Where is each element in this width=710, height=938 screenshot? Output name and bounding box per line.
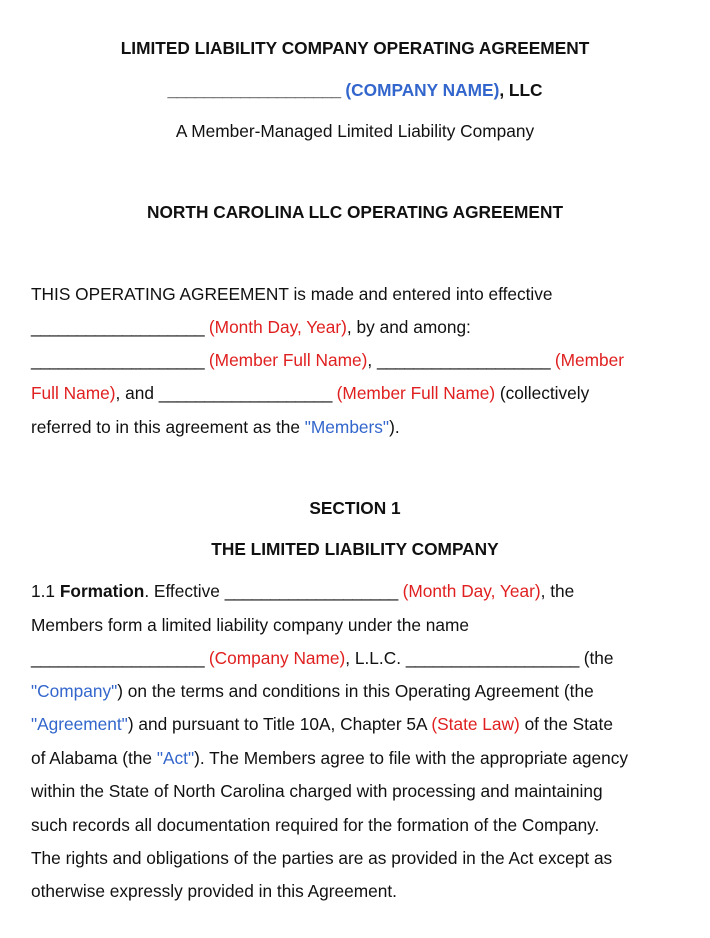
member3-placeholder: (Member Full Name) — [336, 383, 496, 403]
act-term: "Act" — [156, 748, 195, 768]
formation-line-10: otherwise expressly provided in this Agreement. — [31, 881, 397, 901]
formation-line-5 — [31, 713, 691, 735]
member1-blank[interactable]: ___________________ — [31, 350, 205, 370]
formation-line-2: Members form a limited liability company under the name — [31, 615, 469, 635]
intro-line-4 — [31, 382, 691, 404]
intro-line-3 — [31, 349, 691, 371]
formation-line-6 — [31, 747, 691, 769]
formation-line-4 — [31, 680, 691, 702]
clause-text: . Effective — [144, 581, 225, 601]
member2-placeholder-part2: Full Name) — [31, 383, 116, 403]
company-term: "Company" — [31, 681, 118, 701]
company-name-line — [0, 79, 710, 101]
member1-placeholder: (Member Full Name) — [208, 350, 368, 370]
clause-text: ) on the terms and conditions in this Operating Agreement (the — [117, 681, 594, 701]
company-extra-blank[interactable]: ___________________ — [405, 648, 579, 668]
intro-text: , by and among: — [346, 317, 471, 337]
member2-placeholder-part1: (Member — [554, 350, 625, 370]
clause-number: 1.1 — [31, 581, 60, 601]
clause-text: (the — [578, 648, 614, 668]
formation-line-8: such records all documentation required for the formation of the Company. — [31, 815, 600, 835]
intro-text: ). — [389, 417, 400, 437]
member2-blank[interactable]: ___________________ — [376, 350, 551, 370]
company-name-placeholder: (COMPANY NAME) — [345, 80, 500, 100]
separator: , — [367, 350, 377, 370]
state-agreement-title: NORTH CAROLINA LLC OPERATING AGREEMENT — [146, 202, 563, 222]
state-law-placeholder: (State Law) — [431, 714, 520, 734]
formation-line-1 — [31, 580, 691, 602]
company-name-red-placeholder: (Company Name) — [208, 648, 346, 668]
intro-line-5 — [31, 416, 691, 438]
company-blank[interactable]: ___________________ — [167, 80, 341, 100]
formation-line-3 — [31, 647, 691, 669]
clause-text: of Alabama (the — [31, 748, 157, 768]
intro-line-2 — [31, 316, 691, 338]
members-term: "Members" — [304, 417, 390, 437]
member3-blank[interactable]: ___________________ — [158, 383, 332, 403]
date-placeholder: (Month Day, Year) — [208, 317, 347, 337]
formation-date-blank[interactable]: ___________________ — [224, 581, 398, 601]
formation-line-7: within the State of North Carolina charged with processing and maintaining — [31, 781, 603, 801]
company-name-blank[interactable]: ___________________ — [31, 648, 205, 668]
llc-suffix: , LLC — [499, 80, 543, 100]
clause-text: ) and pursuant to Title 10A, Chapter 5A — [127, 714, 432, 734]
section-title: THE LIMITED LIABILITY COMPANY — [211, 539, 499, 559]
clause-text: , L.L.C. — [345, 648, 406, 668]
clause-text: ). The Members agree to file with the appropriate agency — [194, 748, 628, 768]
clause-text: of the State — [519, 714, 613, 734]
collectively-text: (collectively — [495, 383, 590, 403]
clause-text: , the — [540, 581, 575, 601]
section-heading: SECTION 1 — [309, 498, 401, 518]
intro-line-1: THIS OPERATING AGREEMENT is made and entered into effective — [31, 284, 553, 304]
intro-text: referred to in this agreement as the — [31, 417, 305, 437]
document-title: LIMITED LIABILITY COMPANY OPERATING AGREEMENT — [120, 38, 590, 58]
agreement-term: "Agreement" — [31, 714, 128, 734]
document-subtitle: A Member-Managed Limited Liability Company — [175, 121, 535, 141]
formation-label: Formation — [59, 581, 145, 601]
formation-date-placeholder: (Month Day, Year) — [402, 581, 541, 601]
date-blank[interactable]: ___________________ — [31, 317, 205, 337]
and-text: , and — [115, 383, 159, 403]
formation-line-9: The rights and obligations of the parties are as provided in the Act except as — [31, 848, 613, 868]
